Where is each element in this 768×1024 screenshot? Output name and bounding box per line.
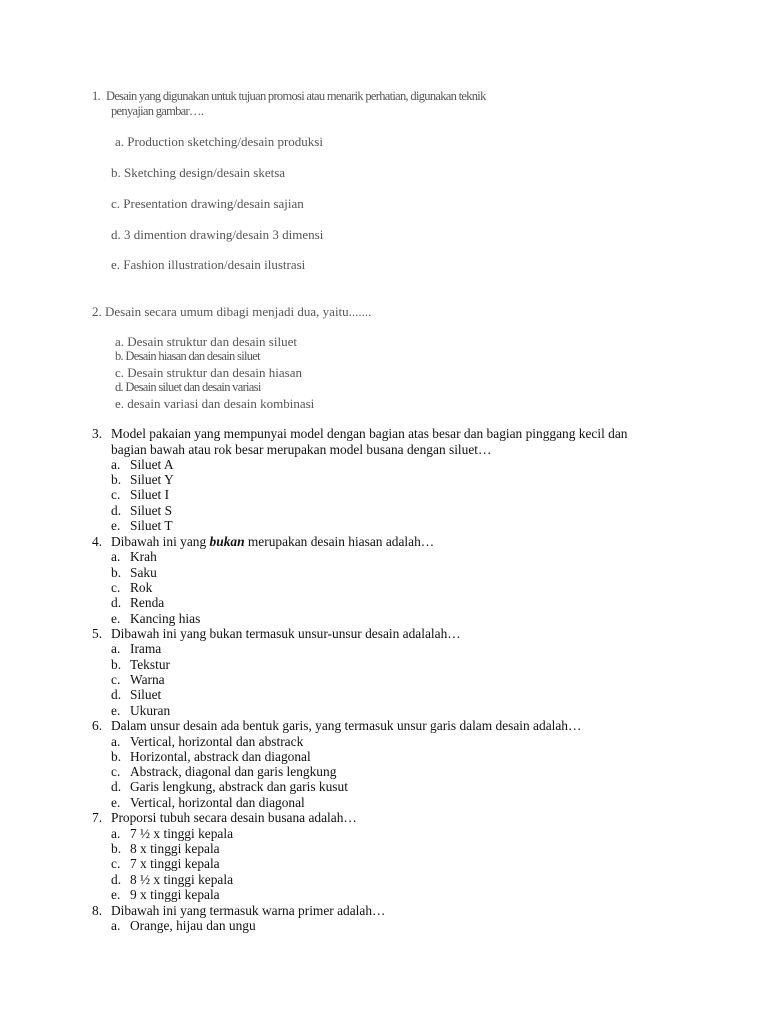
- q7-option-e-letter: e.: [111, 887, 121, 902]
- q5-option-a: Irama: [130, 641, 162, 656]
- q2-text: 2. Desain secara umum dibagi menjadi dua, yaitu.......: [92, 304, 372, 319]
- q2-option-e: e. desain variasi dan desain kombinasi: [115, 396, 315, 411]
- q4-option-e: Kancing hias: [130, 611, 201, 626]
- q4-option-a-letter: a.: [111, 549, 121, 564]
- q8-text: Dibawah ini yang termasuk warna primer adalah…: [111, 903, 386, 918]
- q4-option-a: Krah: [130, 549, 157, 564]
- q2-option-b: b. Desain hiasan dan desain siluet: [115, 349, 260, 363]
- q1-option-a: a. Production sketching/desain produksi: [115, 134, 323, 149]
- q6-number: 6.: [92, 718, 103, 733]
- q4-option-b-letter: b.: [111, 565, 122, 580]
- q1-option-e: e. Fashion illustration/desain ilustrasi: [111, 257, 306, 272]
- q3-option-e-letter: e.: [111, 518, 121, 533]
- q5-option-a-letter: a.: [111, 641, 121, 656]
- q4-option-b: Saku: [130, 565, 157, 580]
- q1-option-c: c. Presentation drawing/desain sajian: [111, 196, 304, 211]
- q7-option-c-letter: c.: [111, 856, 121, 871]
- q2-option-c: c. Desain struktur dan desain hiasan: [115, 365, 303, 380]
- q6-option-b: Horizontal, abstrack dan diagonal: [130, 749, 311, 764]
- q8-option-a-letter: a.: [111, 918, 121, 933]
- q4-option-d: Renda: [130, 595, 165, 610]
- q1-number: 1.: [92, 89, 100, 103]
- q1-text-line2: penyajian gambar….: [111, 104, 204, 118]
- q5-option-e: Ukuran: [130, 703, 171, 718]
- q6-text: Dalam unsur desain ada bentuk garis, yang termasuk unsur garis dalam desain adalah…: [111, 718, 582, 733]
- q3-option-c-letter: c.: [111, 487, 121, 502]
- q6-option-a-letter: a.: [111, 734, 121, 749]
- q6-option-c: Abstrack, diagonal dan garis lengkung: [130, 764, 337, 779]
- q5-option-c-letter: c.: [111, 672, 121, 687]
- q5-option-b: Tekstur: [130, 657, 170, 672]
- q5-option-d-letter: d.: [111, 687, 122, 702]
- q1-text-line1: Desain yang digunakan untuk tujuan promosi atau menarik perhatian, digunakan teknik: [106, 89, 486, 103]
- q4-option-d-letter: d.: [111, 595, 122, 610]
- q8-option-a: Orange, hijau dan ungu: [130, 918, 256, 933]
- q4-text-before: Dibawah ini yang: [111, 534, 210, 549]
- q4-option-e-letter: e.: [111, 611, 121, 626]
- q7-option-c: 7 x tinggi kepala: [130, 856, 220, 871]
- q2-option-a: a. Desain struktur dan desain siluet: [115, 334, 297, 349]
- q1-option-b: b. Sketching design/desain sketsa: [111, 165, 286, 180]
- q2-option-d: d. Desain siluet dan desain variasi: [115, 380, 261, 394]
- q7-option-a-letter: a.: [111, 826, 121, 841]
- q7-number: 7.: [92, 810, 103, 825]
- q8-number: 8.: [92, 903, 103, 918]
- q3-option-b: Siluet Y: [130, 472, 174, 487]
- q7-option-a: 7 ½ x tinggi kepala: [130, 826, 234, 841]
- q4-text-emphasis: bukan: [209, 534, 245, 549]
- q4-option-c: Rok: [130, 580, 153, 595]
- q5-option-e-letter: e.: [111, 703, 121, 718]
- q3-option-b-letter: b.: [111, 472, 122, 487]
- q5-number: 5.: [92, 626, 103, 641]
- q4-text-after: merupakan desain hiasan adalah…: [244, 534, 435, 549]
- q5-option-d: Siluet: [130, 687, 162, 702]
- q7-text: Proporsi tubuh secara desain busana adalah…: [111, 810, 357, 825]
- q4-number: 4.: [92, 534, 103, 549]
- q3-option-d-letter: d.: [111, 503, 122, 518]
- q5-option-c: Warna: [130, 672, 165, 687]
- q3-option-e: Siluet T: [130, 518, 173, 533]
- q7-option-b-letter: b.: [111, 841, 122, 856]
- q1-option-d: d. 3 dimention drawing/desain 3 dimensi: [111, 227, 324, 242]
- q6-option-d: Garis lengkung, abstrack dan garis kusut: [130, 779, 348, 794]
- q7-option-e: 9 x tinggi kepala: [130, 887, 220, 902]
- q3-number: 3.: [92, 426, 103, 441]
- q6-option-a: Vertical, horizontal dan abstrack: [130, 734, 304, 749]
- q4-option-c-letter: c.: [111, 580, 121, 595]
- q5-option-b-letter: b.: [111, 657, 122, 672]
- q3-option-a-letter: a.: [111, 457, 121, 472]
- q6-option-b-letter: b.: [111, 749, 122, 764]
- q5-text: Dibawah ini yang bukan termasuk unsur-unsur desain adalalah…: [111, 626, 461, 641]
- q3-text-line1: Model pakaian yang mempunyai model dengan bagian atas besar dan bagian pinggang kecil dan: [111, 426, 628, 441]
- q7-option-d: 8 ½ x tinggi kepala: [130, 872, 234, 887]
- q3-option-a: Siluet A: [130, 457, 174, 472]
- q3-option-d: Siluet S: [130, 503, 173, 518]
- q4-text: [111, 535, 434, 548]
- q3-option-c: Siluet I: [130, 487, 170, 502]
- q6-option-e-letter: e.: [111, 795, 121, 810]
- q7-option-d-letter: d.: [111, 872, 122, 887]
- q6-option-d-letter: d.: [111, 779, 122, 794]
- q7-option-b: 8 x tinggi kepala: [130, 841, 220, 856]
- q3-text-line2: bagian bawah atau rok besar merupakan model busana dengan siluet…: [111, 442, 492, 457]
- q6-option-e: Vertical, horizontal dan diagonal: [130, 795, 305, 810]
- q6-option-c-letter: c.: [111, 764, 121, 779]
